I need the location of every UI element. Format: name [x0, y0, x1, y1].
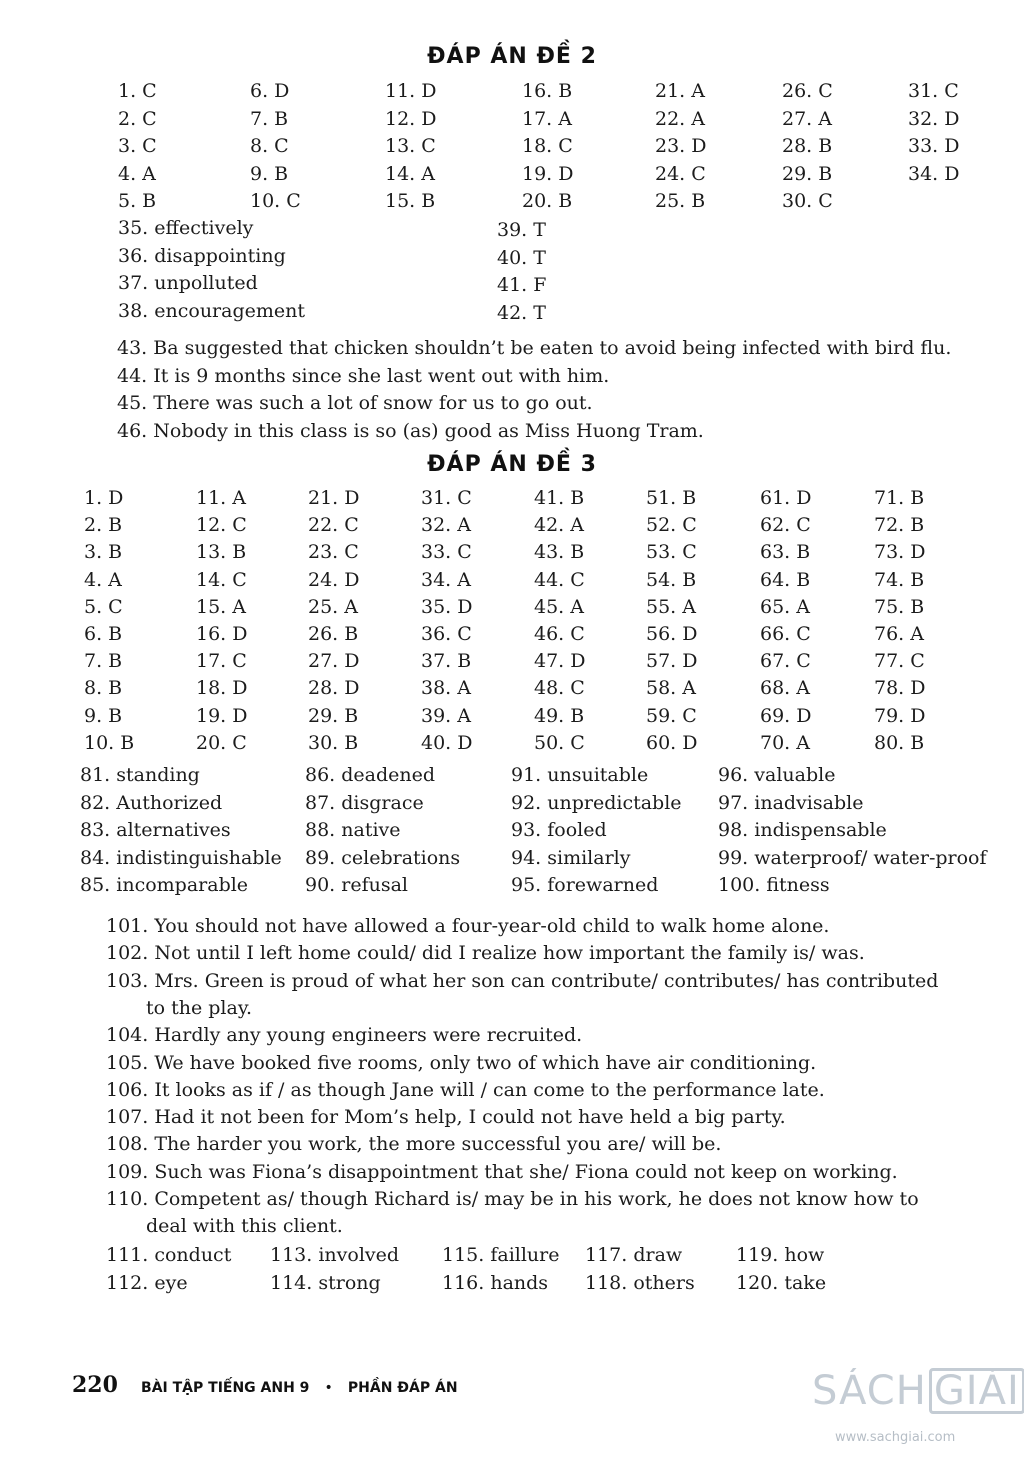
answer-item: 111. conduct	[106, 1244, 232, 1266]
answer-item: 40. T	[497, 246, 546, 269]
answer-item: 3. B	[84, 541, 123, 564]
answer-item: 5. B	[118, 190, 157, 212]
answer-item: 30. C	[782, 190, 833, 212]
answer-item: 75. B	[874, 595, 925, 618]
answer-item: 99. waterproof/ water-proof	[718, 846, 987, 869]
answer-item: 15. B	[385, 190, 436, 212]
answer-item: 3. C	[118, 135, 157, 157]
answer-item: 83. alternatives	[80, 819, 231, 841]
answer-item: 20. B	[522, 190, 573, 212]
answer-item: 1. D	[84, 487, 124, 509]
answer-item: 24. D	[308, 568, 360, 591]
answer-item: 4. A	[84, 568, 122, 591]
watermark-url: www.sachgiai.com	[835, 1430, 956, 1445]
answer-item: 45. A	[534, 595, 584, 618]
answer-item: 2. B	[84, 514, 123, 537]
answer-item: 38. A	[421, 677, 471, 700]
answer-sentence: 44. It is 9 months since she last went out with him.	[117, 364, 610, 387]
answer-item: 98. indispensable	[718, 819, 887, 841]
answer-item: 65. A	[760, 595, 810, 618]
answer-item: 31. C	[908, 80, 959, 102]
answer-item: 36. C	[421, 623, 472, 645]
answer-item: 43. B	[534, 541, 585, 564]
answer-sentence: 101. You should not have allowed a four-year-old child to walk home alone.	[106, 915, 830, 937]
answer-item: 21. D	[308, 487, 360, 509]
answer-item: 100. fitness	[718, 874, 830, 896]
answer-item: 57. D	[646, 650, 698, 673]
answer-item: 91. unsuitable	[511, 764, 649, 786]
answer-sentence: 105. We have booked five rooms, only two of which have air conditioning.	[106, 1051, 817, 1074]
answer-item: 19. D	[522, 162, 574, 185]
answer-item: 41. B	[534, 487, 585, 509]
answer-item: 116. hands	[442, 1272, 549, 1294]
answer-item: 79. D	[874, 704, 926, 727]
answer-item: 50. C	[534, 731, 585, 754]
answer-item: 12. C	[196, 514, 247, 537]
answer-item: 10. C	[250, 190, 301, 212]
answer-item: 68. A	[760, 677, 810, 700]
answer-item: 9. B	[84, 704, 123, 727]
answer-item: 64. B	[760, 568, 811, 591]
answer-item: 38. encouragement	[118, 299, 306, 322]
answer-item: 120. take	[736, 1272, 827, 1294]
answer-item: 113. involved	[270, 1244, 400, 1266]
answer-item: 53. C	[646, 541, 697, 564]
answer-item: 5. C	[84, 595, 123, 618]
answer-item: 92. unpredictable	[511, 791, 682, 814]
answer-item: 18. C	[522, 135, 573, 157]
answer-item: 39. A	[421, 704, 471, 727]
answer-item: 33. C	[421, 541, 472, 564]
answer-item: 18. D	[196, 677, 248, 700]
answer-item: 52. C	[646, 514, 697, 537]
answer-sentence: 109. Such was Fiona’s disappointment that she/ Fiona could not keep on working.	[106, 1160, 898, 1183]
answer-item: 6. D	[250, 80, 290, 102]
answer-item: 42. T	[497, 301, 546, 324]
answer-item: 73. D	[874, 541, 926, 564]
answer-sentence: 108. The harder you work, the more successful you are/ will be.	[106, 1133, 722, 1156]
answer-item: 4. A	[118, 162, 156, 185]
answer-item: 26. C	[782, 80, 833, 102]
answer-item: 46. C	[534, 623, 585, 645]
answer-item: 28. B	[782, 135, 833, 157]
answer-item: 24. C	[655, 162, 706, 185]
answer-item: 40. D	[421, 731, 473, 754]
answer-sentence: 104. Hardly any young engineers were recruited.	[106, 1024, 583, 1047]
answer-item: 25. B	[655, 190, 706, 212]
answer-item: 97. inadvisable	[718, 791, 864, 814]
answer-item: 56. D	[646, 623, 698, 645]
answer-sentence: deal with this client.	[146, 1215, 343, 1238]
answer-item: 8. B	[84, 677, 123, 700]
answer-item: 34. D	[908, 162, 960, 185]
answer-item: 32. D	[908, 107, 960, 130]
answer-item: 51. B	[646, 487, 697, 509]
answer-item: 14. A	[385, 162, 435, 185]
answer-item: 17. A	[522, 107, 572, 130]
answer-item: 82. Authorized	[80, 791, 223, 814]
answer-item: 20. C	[196, 731, 247, 754]
footer-bullet: •	[324, 1380, 333, 1396]
answer-item: 76. A	[874, 623, 924, 645]
answer-item: 117. draw	[585, 1244, 683, 1266]
answer-item: 81. standing	[80, 764, 200, 786]
answer-item: 118. others	[585, 1272, 695, 1294]
answer-item: 32. A	[421, 514, 471, 537]
section-name: PHẦN ĐÁP ÁN	[347, 1380, 458, 1396]
answer-item: 80. B	[874, 731, 925, 754]
answer-item: 30. B	[308, 731, 359, 754]
answer-sentence: 102. Not until I left home could/ did I realize how important the family is/ was.	[106, 942, 865, 965]
page-number: 220	[72, 1372, 118, 1398]
answer-item: 88. native	[305, 819, 401, 841]
answer-item: 36. disappointing	[118, 244, 286, 267]
answer-item: 112. eye	[106, 1272, 188, 1294]
answer-item: 8. C	[250, 135, 289, 157]
answer-item: 60. D	[646, 731, 698, 754]
answer-item: 11. A	[196, 487, 246, 509]
answer-item: 16. D	[196, 623, 248, 645]
answer-sentence: 106. It looks as if / as though Jane will / can come to the performance late.	[106, 1078, 825, 1101]
answer-item: 90. refusal	[305, 874, 409, 896]
section-title-de3: ĐÁP ÁN ĐỀ 3	[427, 452, 597, 477]
answer-item: 89. celebrations	[305, 846, 461, 869]
answer-item: 7. B	[84, 650, 123, 673]
answer-item: 74. B	[874, 568, 925, 591]
answer-item: 63. B	[760, 541, 811, 564]
answer-sentence: to the play.	[146, 996, 253, 1019]
answer-item: 33. D	[908, 135, 960, 157]
answer-item: 69. D	[760, 704, 812, 727]
watermark-text-b: GIẢI	[929, 1368, 1024, 1414]
answer-item: 87. disgrace	[305, 791, 424, 814]
answer-item: 114. strong	[270, 1272, 381, 1294]
answer-item: 16. B	[522, 80, 573, 102]
watermark-logo	[812, 1368, 1024, 1424]
answer-sentence: 107. Had it not been for Mom’s help, I could not have held a big party.	[106, 1106, 786, 1129]
answer-item: 12. D	[385, 107, 437, 130]
answer-item: 9. B	[250, 162, 289, 185]
answer-item: 27. A	[782, 107, 832, 130]
answer-item: 21. A	[655, 80, 705, 102]
answer-item: 34. A	[421, 568, 471, 591]
answer-sentence: 46. Nobody in this class is so (as) good as Miss Huong Tram.	[117, 419, 704, 442]
answer-item: 48. C	[534, 677, 585, 700]
answer-item: 23. C	[308, 541, 359, 564]
answer-item: 55. A	[646, 595, 696, 618]
answer-sentence: 103. Mrs. Green is proud of what her son can contribute/ contributes/ has contributed	[106, 969, 939, 992]
answer-item: 25. A	[308, 595, 358, 618]
answer-sentence: 45. There was such a lot of snow for us to go out.	[117, 392, 593, 414]
answer-item: 1. C	[118, 80, 157, 102]
answer-item: 14. C	[196, 568, 247, 591]
answer-sentence: 43. Ba suggested that chicken shouldn’t be eaten to avoid being infected with bird flu.	[117, 337, 952, 359]
answer-item: 6. B	[84, 623, 123, 645]
answer-item: 66. C	[760, 623, 811, 645]
answer-item: 11. D	[385, 80, 437, 102]
answer-item: 22. A	[655, 107, 705, 130]
answer-item: 72. B	[874, 514, 925, 537]
answer-item: 84. indistinguishable	[80, 846, 282, 869]
answer-item: 71. B	[874, 487, 925, 509]
answer-item: 59. C	[646, 704, 697, 727]
answer-item: 22. C	[308, 514, 359, 537]
answer-item: 13. B	[196, 541, 247, 564]
answer-item: 15. A	[196, 595, 246, 618]
answer-item: 37. unpolluted	[118, 272, 258, 294]
answer-item: 115. faillure	[442, 1244, 560, 1266]
answer-item: 42. A	[534, 514, 584, 537]
answer-item: 70. A	[760, 731, 810, 754]
answer-item: 17. C	[196, 650, 247, 673]
answer-item: 35. effectively	[118, 217, 254, 239]
section-title-de2: ĐÁP ÁN ĐỀ 2	[427, 44, 597, 69]
answer-item: 61. D	[760, 487, 812, 509]
answer-item: 67. C	[760, 650, 811, 673]
answer-item: 29. B	[782, 162, 833, 185]
book-title: BÀI TẬP TIẾNG ANH 9	[141, 1380, 310, 1396]
answer-item: 54. B	[646, 568, 697, 591]
answer-item: 27. D	[308, 650, 360, 673]
answer-item: 41. F	[497, 274, 547, 296]
page-footer	[72, 1372, 458, 1398]
answer-item: 35. D	[421, 595, 473, 618]
answer-item: 44. C	[534, 568, 585, 591]
answer-item: 39. T	[497, 219, 546, 241]
answer-item: 2. C	[118, 107, 157, 130]
answer-item: 7. B	[250, 107, 289, 130]
answer-item: 78. D	[874, 677, 926, 700]
answer-item: 10. B	[84, 731, 135, 754]
answer-item: 19. D	[196, 704, 248, 727]
answer-item: 29. B	[308, 704, 359, 727]
answer-item: 77. C	[874, 650, 925, 673]
answer-item: 85. incomparable	[80, 874, 249, 896]
answer-item: 31. C	[421, 487, 472, 509]
answer-item: 13. C	[385, 135, 436, 157]
answer-item: 47. D	[534, 650, 586, 673]
answer-item: 23. D	[655, 135, 707, 157]
answer-item: 96. valuable	[718, 764, 836, 786]
answer-item: 26. B	[308, 623, 359, 645]
answer-item: 49. B	[534, 704, 585, 727]
answer-item: 86. deadened	[305, 764, 436, 786]
answer-item: 37. B	[421, 650, 472, 673]
watermark-text-a: SÁCH	[812, 1368, 927, 1414]
answer-item: 58. A	[646, 677, 696, 700]
answer-sentence: 110. Competent as/ though Richard is/ may be in his work, he does not know how to	[106, 1188, 919, 1210]
answer-item: 93. fooled	[511, 819, 607, 841]
answer-item: 28. D	[308, 677, 360, 700]
answer-item: 95. forewarned	[511, 874, 659, 896]
answer-item: 94. similarly	[511, 846, 631, 869]
answer-item: 62. C	[760, 514, 811, 537]
answer-item: 119. how	[736, 1244, 825, 1266]
